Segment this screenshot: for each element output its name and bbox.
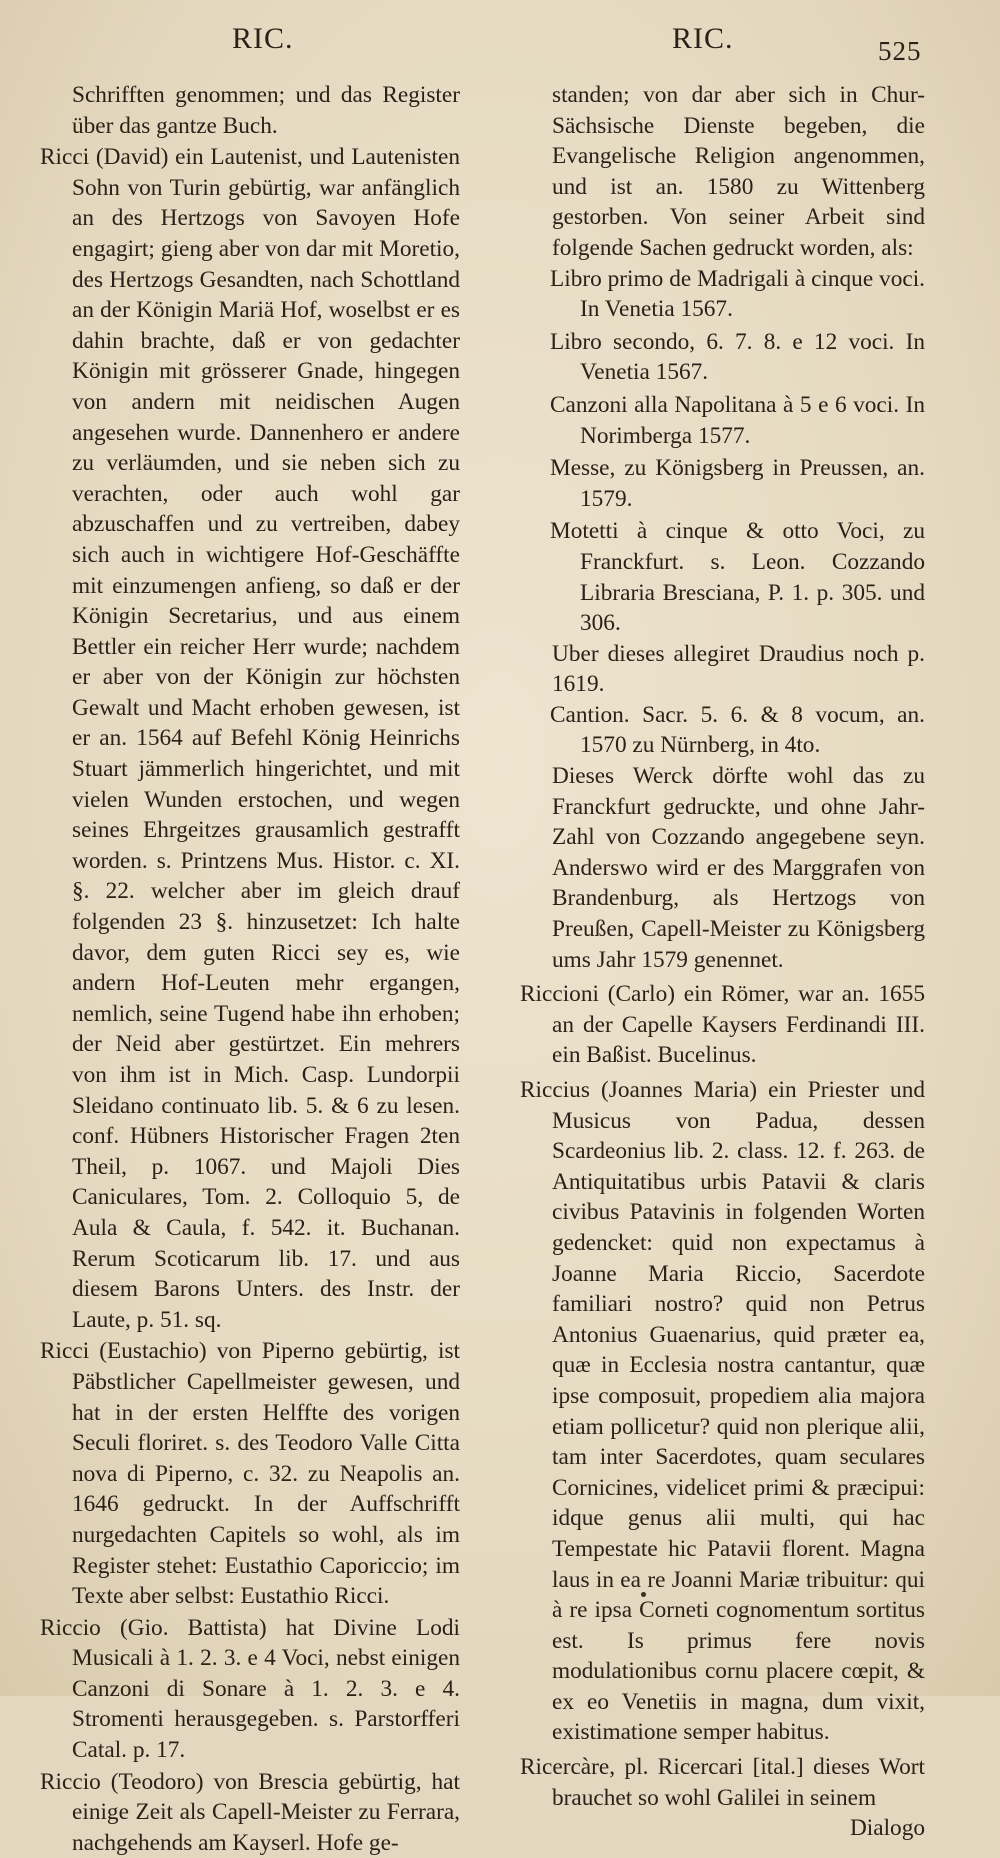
right-column	[520, 80, 925, 1842]
work-item: Canzoni alla Napolitana à 5 e 6 voci. In Norimberga 1577.	[550, 391, 925, 449]
note-draudius: Uber dieses allegiret Draudius noch p. 1619.	[552, 640, 925, 698]
running-head-right: RIC.	[672, 22, 734, 55]
page-number: 525	[878, 36, 922, 66]
entry-riccio-teodoro: Riccio (Teodoro) von Brescia gebürtig, hat einige Zeit als Capell-Meister zu Ferrara, nachgehends am Kayserl. Hofe ge-	[40, 1768, 460, 1856]
entry-ricercare: Ricercàre, pl. Ricercari [ital.] dieses Wort brauchet so wohl Galilei in seinem	[520, 1754, 925, 1811]
entry-ricci-david: Ricci (David) ein Lautenist, und Lautenisten Sohn von Turin gebürtig, war anfänglich an des Hertzogs von Savoyen Hofe engagirt; gieng aber von dar mit Moretio, des Hertzogs Gesandten, nach Schottland an der Königin Mariä Hof, woselbst er es dahin brachte, daß er von gedachter Königin mit grösserer Gnade, hingegen von andern mit neidischen Augen angesehen wurde. Dannenhero er andere zu verläumden, und sie neben sich zu verachten, oder auch wohl gar abzuschaffen und zu vertreiben, dabey sich auch in wichtigere Hof-Geschäffte mit einzumengen anfieng, so daß er der Königin Secretarius, und aus einem Bettler ein reicher Herr wurde; nachdem er aber von der Königin zur höchsten Gewalt und Macht erhoben gewesen, ist er an. 1564 auf Befehl König Heinrichs Stuart jämmerlich hingerichtet, und mit vielen Wunden erstochen, und wegen seines Ehrgeitzes grausamlich gestrafft worden. s. Printzens Mus. Histor. c. XI. §. 22. welcher aber im gleich drauf folgenden 23 §. hinzusetzet: Ich halte davor, dem guten Ricci sey es, wie andern Hof-Leuten mehr ergangen, nemlich, seine Tugend habe ihn erhoben; der Neid aber gestürtzet. Ein mehrers von ihm ist in Mich. Casp. Lundorpii Sleidano continuato lib. 5. & 6 zu lesen. conf. Hübners Historischer Fragen 2ten Theil, p. 1067. und Majoli Dies Caniculares, Tom. 2. Colloquio 5, de Aula & Caula, f. 542. it. Buchanan. Rerum Scoticarum lib. 17. und aus diesem Barons Unters. des Instr. der Laute, p. 51. sq.	[40, 144, 460, 1333]
work-item: Libro secondo, 6. 7. 8. e 12 voci. In Venetia 1567.	[550, 328, 925, 386]
entry-continuation: Schrifften genommen; und das Register über das gantze Buch.	[72, 82, 460, 139]
work-item: Messe, zu Königsberg in Preussen, an. 1579.	[550, 455, 925, 512]
entry-ricci-eustachio: Ricci (Eustachio) von Piperno gebürtig, ist Päbstlicher Capellmeister gewesen, und hat in der ersten Helffte des vorigen Seculi floriret. s. des Teodoro Valle Citta nova di Piperno, c. 32. zu Neapolis an. 1646 gedruckt. In der Auffschrifft nurgedachten Capitels so wohl, als im Register stehet: Eustathio Caporiccio; im Texte aber selbst: Eustathio Ricci.	[40, 1338, 460, 1610]
entry-riccioni-carlo: Riccioni (Carlo) ein Römer, war an. 1655 an der Capelle Kaysers Ferdinandi III. ein Baßist. Bucelinus.	[520, 981, 925, 1069]
left-column	[40, 80, 460, 1856]
work-item: Libro primo de Madrigali à cinque voci. In Venetia 1567.	[550, 265, 925, 323]
work-item: Motetti à cinque & otto Voci, zu Franckfurt. s. Leon. Cozzando Libraria Bresciana, P. 1. p. 305. und 306.	[550, 518, 925, 637]
catchword: Dialogo	[849, 1815, 925, 1842]
entry-continuation: standen; von dar aber sich in Chur-Sächsische Dienste begeben, die Evangelische Religion angenommen, und ist an. 1580 zu Wittenberg gestorben. Von seiner Arbeit sind folgende Sachen gedruckt worden, als:	[552, 82, 925, 261]
signature-mark	[641, 1592, 646, 1597]
entry-riccio-battista: Riccio (Gio. Battista) hat Divine Lodi Musicali à 1. 2. 3. e 4 Voci, nebst einigen Canzoni di Sonare à 1. 2. 3. e 4. Stromenti herausgegeben. s. Parstorfferi Catal. p. 17.	[40, 1614, 460, 1764]
entry-riccius-joannes: Riccius (Joannes Maria) ein Priester und Musicus von Padua, dessen Scardeonius lib. 2. class. 12. f. 263. de Antiquitatibus urbis Patavii & claris civibus Patavinis in folgenden Worten gedencket: quid non expectamus à Joanne Maria Riccio, Sacerdote familiari nostro? quid non Petrus Antonius Guaenarius, quid præter ea, quæ in Ecclesia nostra cantantur, quæ ipse composuit, propediem alia majora etiam pollicetur? quid non plerique alii, tam inter Sacerdotes, quam seculares Cornicines, videlicet primi & præcipui: idque genus alii multi, qui hac Tempestate hic Patavii florent. Magna laus in ea re Joanni Mariæ tribuitur: qui à re ipsa Corneti cognomentum sortitus est. Is primus fere novis modulationibus cornu placere cœpit, & ex eo Venetiis in magna, dum vixit, existimatione semper habitus.	[520, 1077, 925, 1746]
running-head-left: RIC.	[232, 22, 294, 55]
note-werck: Dieses Werck dörfte wohl das zu Franckfurt gedruckte, und ohne Jahr-Zahl von Cozzando angegebene seyn. Anderswo wird er des Marggrafen von Brandenburg, als Hertzogs von Preußen, Capell-Meister zu Königsberg ums Jahr 1579 genennet.	[552, 763, 925, 973]
work-item: Cantion. Sacr. 5. 6. & 8 vocum, an. 1570 zu Nürnberg, in 4to.	[550, 701, 925, 759]
